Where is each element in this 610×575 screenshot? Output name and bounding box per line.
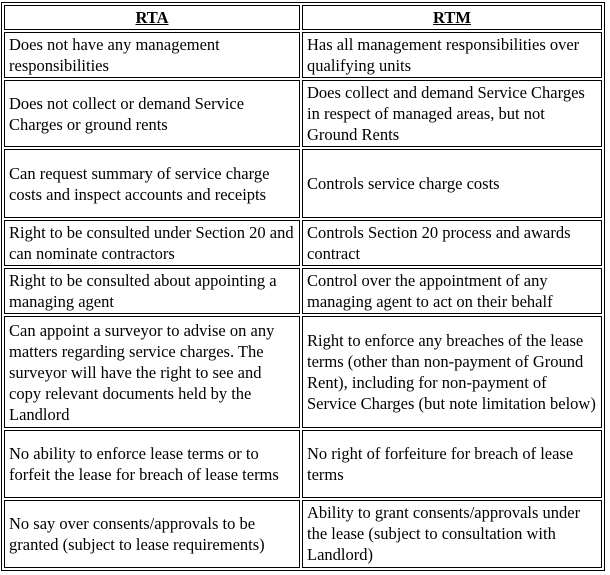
rtm-cell: Controls service charge costs — [302, 149, 602, 217]
rta-cell: No say over consents/approvals to be granted (subject to lease requirements) — [4, 500, 300, 568]
table-row — [4, 500, 602, 568]
rtm-cell: Has all management responsibilities over qualifying units — [302, 32, 602, 78]
table-row — [4, 316, 602, 427]
rtm-cell: Control over the appointment of any managing agent to act on their behalf — [302, 268, 602, 314]
rta-rtm-comparison-table — [2, 3, 604, 570]
table-row — [4, 430, 602, 498]
column-header-rtm: RTM — [302, 5, 602, 30]
rta-cell: Does not collect or demand Service Charges or ground rents — [4, 80, 300, 147]
rta-cell: Can request summary of service charge costs and inspect accounts and receipts — [4, 149, 300, 217]
table-row — [4, 268, 602, 314]
rtm-cell: Right to enforce any breaches of the lease terms (other than non-payment of Ground Rent), including for non-payment of Service Charges (but note limitation below) — [302, 316, 602, 427]
comparison-table-frame — [1, 2, 605, 571]
rtm-cell: Ability to grant consents/approvals under the lease (subject to consultation with Landlord) — [302, 500, 602, 568]
rtm-cell: No right of forfeiture for breach of lease terms — [302, 430, 602, 498]
rta-cell: Does not have any management responsibilities — [4, 32, 300, 78]
header-row — [4, 5, 602, 30]
table-row — [4, 220, 602, 266]
rta-cell: Can appoint a surveyor to advise on any matters regarding service charges. The surveyor will have the right to see and copy relevant documents held by the Landlord — [4, 316, 300, 427]
column-header-rta: RTA — [4, 5, 300, 30]
table-row — [4, 149, 602, 217]
rta-cell: Right to be consulted under Section 20 and can nominate contractors — [4, 220, 300, 266]
rta-cell: Right to be consulted about appointing a managing agent — [4, 268, 300, 314]
table-row — [4, 80, 602, 147]
rtm-cell: Controls Section 20 process and awards contract — [302, 220, 602, 266]
table-row — [4, 32, 602, 78]
rta-cell: No ability to enforce lease terms or to forfeit the lease for breach of lease terms — [4, 430, 300, 498]
rtm-cell: Does collect and demand Service Charges in respect of managed areas, but not Ground Rents — [302, 80, 602, 147]
